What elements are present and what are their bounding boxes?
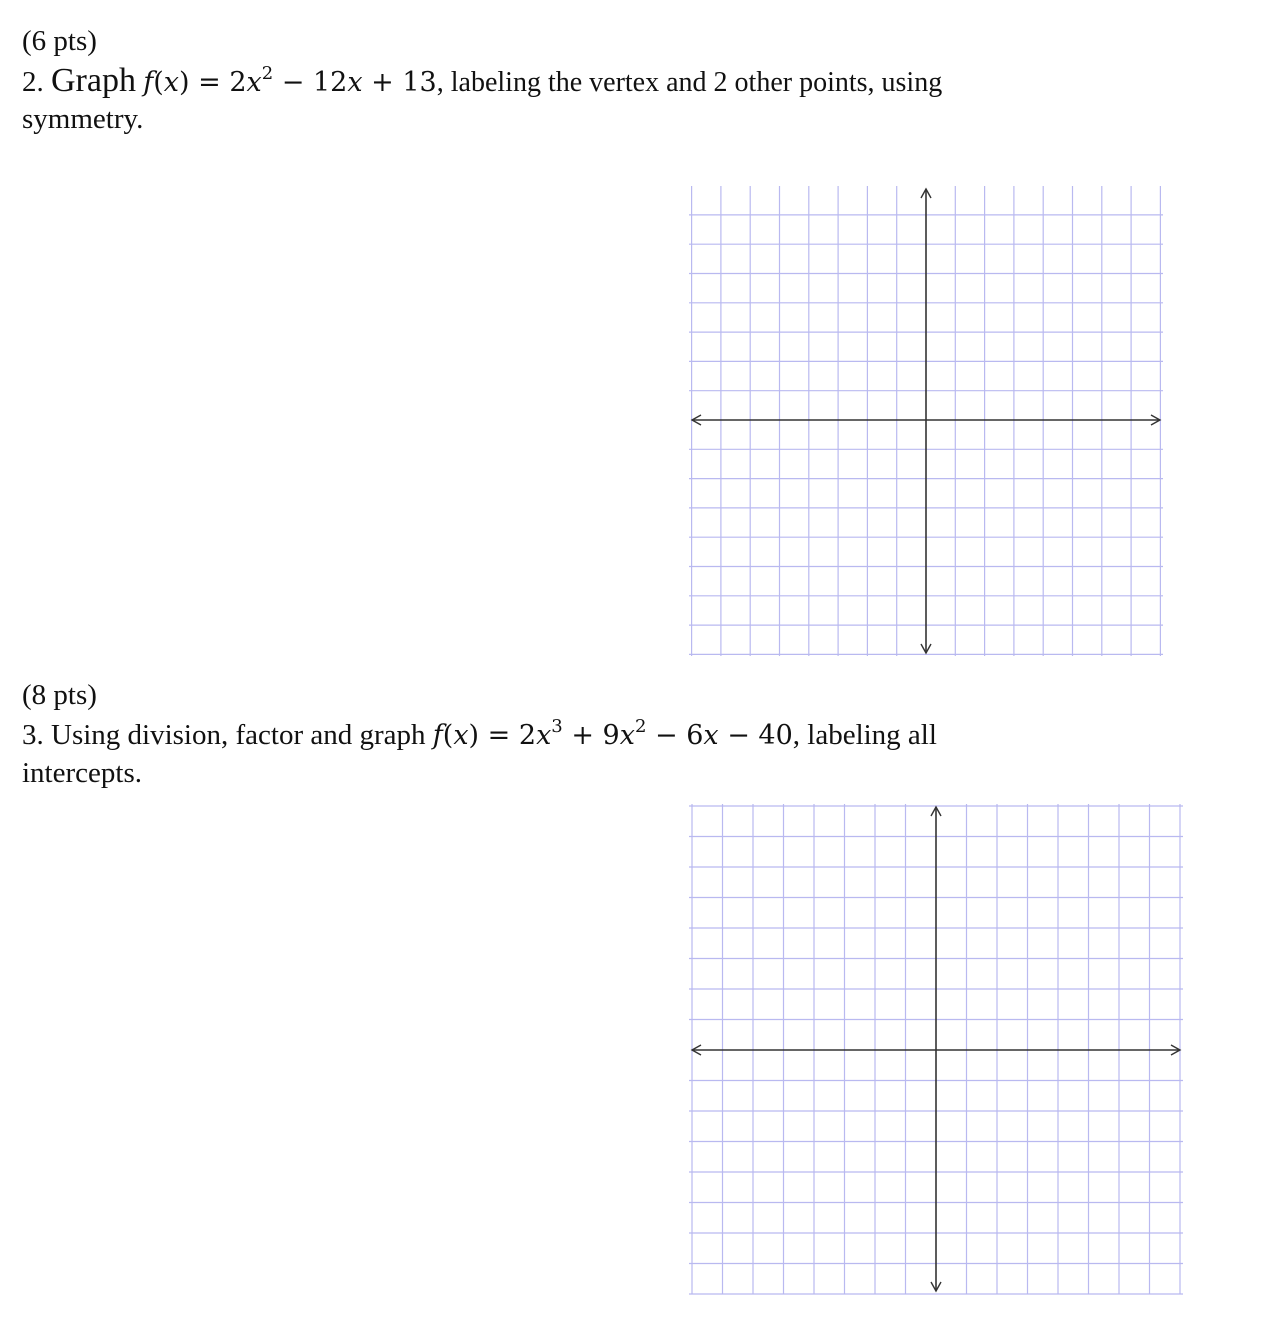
problem-2-instructions: , labeling the vertex and 2 other points, using xyxy=(436,67,943,98)
problem-2-function: $f(x) = 2x^2 - 12x + 13$ xyxy=(143,63,437,98)
graph-grid-problem-3 xyxy=(689,804,1183,1294)
problem-2-statement xyxy=(22,62,942,102)
problem-3-points: (8 pts) xyxy=(22,679,97,711)
problem-2-number: 2. xyxy=(22,66,44,98)
problem-3-number: 3. xyxy=(22,719,44,751)
problem-3-lead: Using division, factor and graph xyxy=(51,719,426,751)
problem-3-statement-line2: intercepts. xyxy=(22,757,142,789)
problem-3-instructions: , labeling all xyxy=(792,719,937,751)
problem-2-points: (6 pts) xyxy=(22,25,97,57)
graph-grid-problem-2 xyxy=(689,186,1163,656)
problem-2-verb: Graph xyxy=(51,62,136,99)
problem-3-statement xyxy=(22,716,937,755)
problem-3-function: $f(x) = 2x^3 + 9x^2 - 6x - 40$ xyxy=(432,716,793,751)
problem-2-statement-line2: symmetry. xyxy=(22,103,144,135)
